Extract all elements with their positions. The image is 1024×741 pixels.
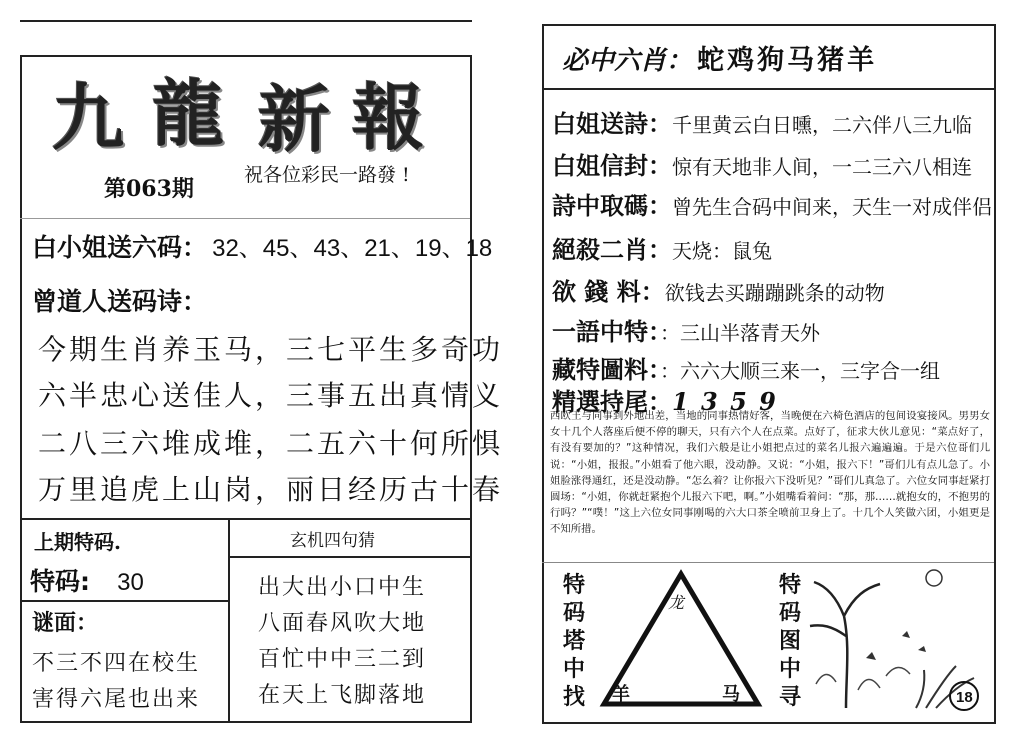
bizhong-row — [562, 38, 877, 77]
right-row-1 — [552, 104, 972, 139]
xuanji-line-2: 八面春风吹大地 — [258, 611, 427, 636]
right-row-4-value: 天烧：鼠兔 — [672, 239, 772, 263]
circle-number: 18 — [956, 689, 973, 706]
right-row-4 — [552, 230, 772, 265]
poem-line-2: 六半忠心送佳人，三事五出真情义 — [38, 379, 504, 412]
title-char-4: 報 — [352, 75, 427, 160]
right-row-5-label: 欲 錢 料： — [552, 278, 665, 306]
bizhong-value: 蛇鸡狗马猪羊 — [697, 45, 878, 76]
bottom-grid-top — [20, 518, 470, 520]
right-row-3 — [552, 186, 992, 221]
right-row-5-value: 欲钱去买蹦蹦跳条的动物 — [664, 281, 885, 305]
tail-value: 1 3 5 9 — [672, 387, 778, 416]
bizhong-divider — [542, 88, 994, 90]
story-text: 西欧王与同事到外地出差，当地的同事热情好客，当晚便在六椅色酒店的包间设宴接风。男男女女十几个人落座后便不停的聊天，只有六个人在点菜。点好了，征求大伙儿意见：“菜点好了，有没有要加的？”这种情况，我们六般是让小姐把点过的菜名儿报六遍遍遍。于是六位哥们儿说：“小姐，报报。”小姐看了他六眼，没动静。又说：“小姐，报六下！”哥们儿有点儿急了。小姐脸涨得通红，还是没动静。“怎么着？让你报六下没听见？”哥们儿真急了。六位女同事赶紧打圆场：“小姐，你就赶紧抱个儿报六下吧，啊。”小姐嘴看着问：“那，那……就抱女的，不抱男的行吗？”“噗！”这上六位女同事刚喝的六大口茶全喷前卫身上了。十几个人笑做六团，小姐更是不知所措。 — [550, 410, 990, 536]
tower-bl-label: 羊 — [612, 684, 630, 705]
right-row-6-label: 一語中特： — [552, 318, 660, 346]
right-row-5 — [552, 272, 885, 307]
zeng-daoren-label: 曾道人送码诗： — [32, 287, 208, 316]
right-row-6-value: ：三山半落青天外 — [660, 321, 820, 345]
top-rule — [20, 20, 472, 22]
poem-line-4: 万里追虎上山岗，丽日经历古十春 — [38, 473, 504, 506]
tail-label: 精選持尾： — [552, 388, 672, 416]
last-issue-row — [30, 562, 144, 598]
last-issue-label: 特码: — [30, 567, 90, 596]
right-row-3-value: 曾先生合码中间来，天生一对成伴侣 — [672, 195, 992, 219]
riddle-heading: 谜面： — [32, 610, 99, 636]
right-row-7-label: 藏特圖料： — [552, 356, 660, 384]
xuanji-line-3: 百忙中中三二到 — [258, 647, 427, 672]
poem-line-3: 二八三六堆成堆，二五六十何所惧 — [38, 427, 504, 460]
bizhong-label: 必中六肖： — [562, 46, 693, 76]
riddle-line-2: 害得六尾也出来 — [32, 687, 201, 712]
right-row-3-label: 詩中取碼： — [552, 192, 672, 220]
right-row-7 — [552, 350, 940, 385]
xuanji-divider — [228, 556, 470, 558]
masthead-divider — [20, 218, 470, 219]
title-char-2: 龍 — [152, 71, 227, 156]
title-char-1: 九 — [52, 75, 127, 160]
issue-number: 第063期 — [104, 176, 194, 202]
right-row-2 — [552, 146, 972, 181]
riddle-line-1: 不三不四在校生 — [32, 651, 201, 676]
xuanji-line-4: 在天上飞脚落地 — [258, 683, 427, 708]
right-row-6 — [552, 312, 820, 347]
title-char-3: 新 — [258, 77, 333, 162]
right-row-1-label: 白姐送詩： — [552, 110, 672, 138]
bai-xiaojie-row — [32, 228, 492, 264]
last-issue-divider — [20, 600, 230, 602]
tower-top-label: 龙 — [668, 593, 685, 612]
bottom-grid-middle — [228, 518, 230, 721]
bai-xiaojie-label: 白小姐送六码： — [32, 233, 208, 262]
xuanji-line-1: 出大出小口中生 — [258, 575, 427, 600]
right-row-1-value: 千里黄云白日曛，二六伴八三九临 — [672, 113, 972, 137]
right-row-2-value: 惊有天地非人间，一二三六八相连 — [672, 155, 972, 179]
greeting: 祝各位彩民一路發 ! — [244, 164, 410, 186]
right-row-4-label: 絕殺二肖： — [552, 236, 672, 264]
tower-left-label: 特码塔中找 — [562, 573, 585, 710]
last-issue-value: 30 — [117, 569, 144, 596]
right-row-2-label: 白姐信封： — [552, 152, 672, 180]
poem-line-1: 今期生肖养玉马，三七平生多奇功 — [38, 333, 504, 366]
tower-right-label: 特码图中寻 — [778, 573, 801, 710]
bai-xiaojie-value: 32、45、43、21、19、18 — [212, 235, 493, 262]
right-row-7-value: ：六六大顺三来一，三字合一组 — [660, 359, 940, 383]
scene-illustration — [806, 566, 988, 716]
last-issue-heading: 上期特码. — [34, 530, 121, 554]
tower-br-label: 马 — [722, 684, 740, 705]
story-divider — [542, 562, 994, 563]
xuanji-heading: 玄机四句猜 — [290, 531, 375, 551]
